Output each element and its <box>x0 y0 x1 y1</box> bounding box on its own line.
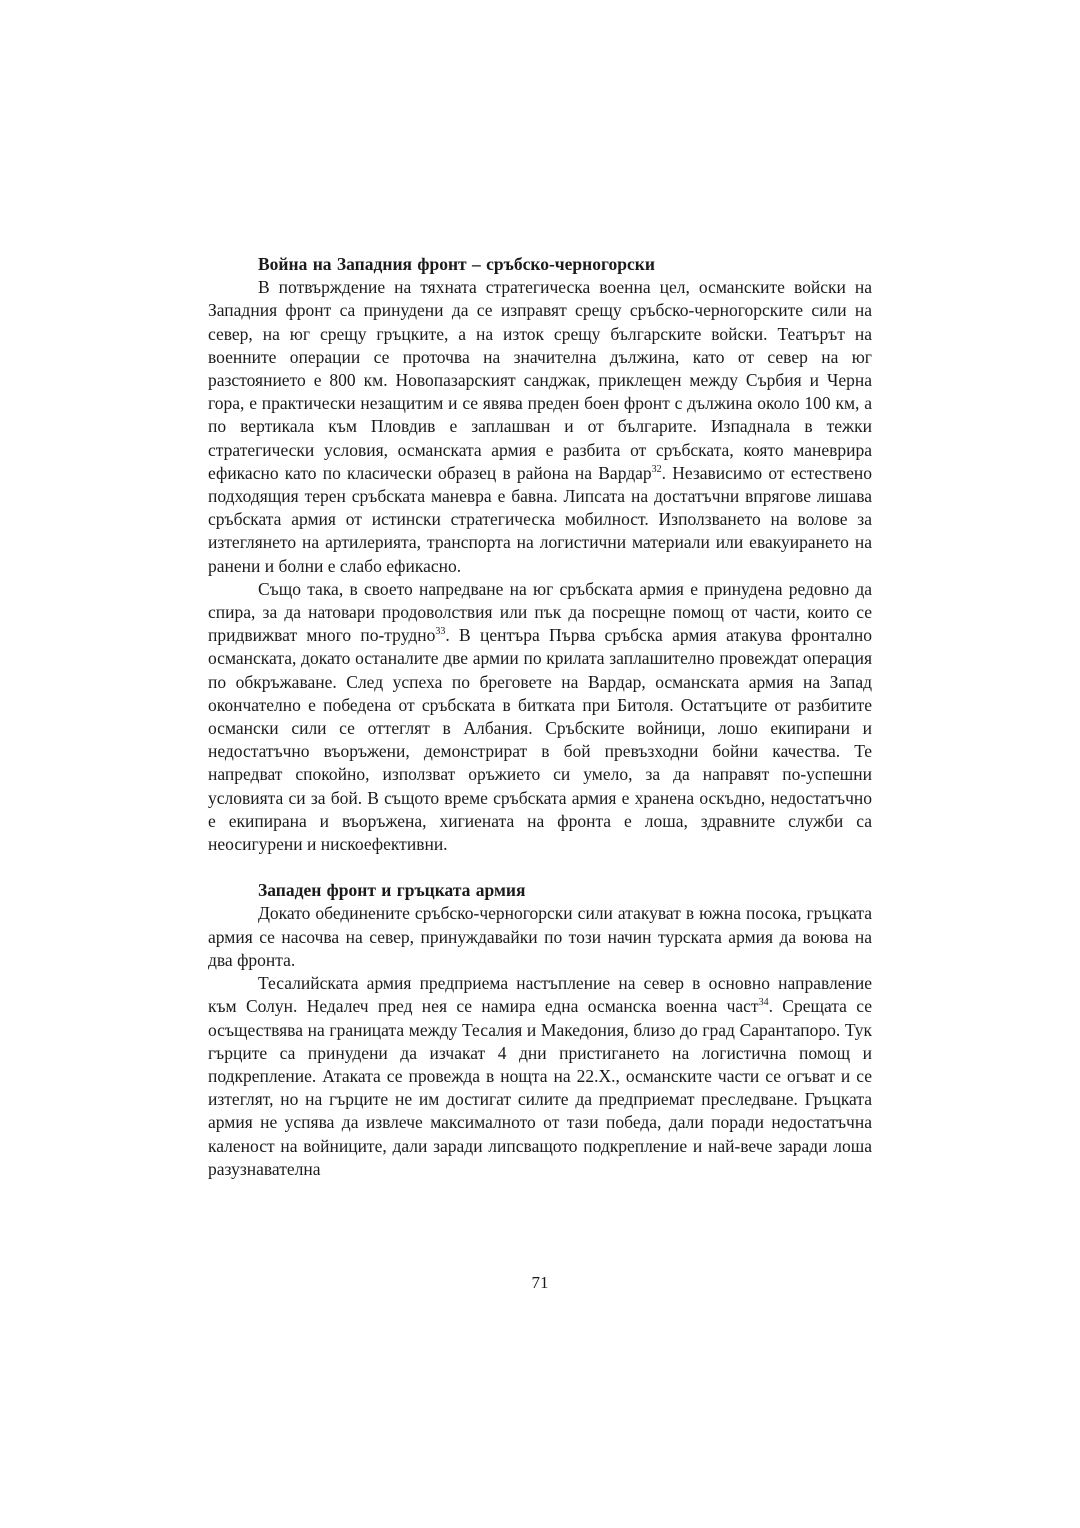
paragraph-text: Също така, в своето напредване на юг сръбската армия е принудена редовно да спира, за да натовари продоволствия или пък да посрещне помощ от части, които се придвижват много по-трудно <box>208 578 872 646</box>
paragraph-text: . Срещата се осъществява на границата между Тесалия и Македония, близо до град Сарантапоро. Тук гърците са принудени да изчакат 4 дни пристигането на логистична помощ и подкрепление. Атаката се провежда в нощта на 22.X., османските части се огъват и се изтеглят, но на гърците не им достигат силите да предприемат преследване. Гръцката армия не успява да извлече максималното от тази победа, дали поради недостатъчна каленост на войниците, дали заради липсващото подкрепление и най-вече заради лоша разузнавателна <box>208 996 872 1179</box>
paragraph <box>208 276 872 578</box>
page-number: 71 <box>531 1273 549 1292</box>
section-spacer <box>208 856 872 879</box>
footnote-ref: 34 <box>758 997 769 1009</box>
paragraph-text: Тесалийската армия предприема настъпление на север в основно направление към Солун. Недалеч пред нея се намира една османска военна част <box>208 973 872 1017</box>
paragraph-text: В потвърждение на тяхната стратегическа военна цел, османските войски на Западния фронт са принудени да се изправят срещу сръбско-черногорските сили на север, на юг срещу гръцките, а на изток срещу българските войски. Театърът на военните операции се проточва на значителна дължина, като от север на юг разстоянието е 800 км. Новопазарският санджак, приклещен между Сърбия и Черна гора, е практически незащитим и се явява преден боен фронт с дължина около 100 км, а по вертикала към Пловдив е заплашван и от българите. Изпаднала в тежки стратегически условия, османската армия е разбита от сръбската, която маневрира ефикасно като по класически образец в района на Вардар <box>208 277 872 483</box>
paragraph-text: . В центъра Първа сръбска армия атакува фронтално османската, докато останалите две армии по крилата заплашително провеждат операция по обкръжаване. След успеха по бреговете на Вардар, османската армия на Запад окончателно е победена от сръбската в битката при Битоля. Остатъците от разбитите османски сили се оттеглят в Албания. Сръбските войници, лошо екипирани и недостатъчно въоръжени, демонстрират в бой превъзходни бойни качества. Те напредват спокойно, използват оръжието си умело, за да направят по-успешни условията си за бой. В същото време сръбската армия е хранена оскъдно, недостатъчно е екипирана и въоръжена, хигиената на фронта е лоша, здравните служби са неосигурени и нискоефективни. <box>208 625 873 855</box>
page-body <box>208 253 872 1181</box>
paragraph-text: . Независимо от естествено подходящия терен сръбската маневра е бавна. Липсата на достатъчни впрягове лишава сръбската армия от истински стратегическа мобилност. Използването на волове за изтеглянето на артилерията, транспорта на логистични материали или евакуирането на ранени и болни е слабо ефикасно. <box>208 462 872 576</box>
paragraph <box>208 578 872 856</box>
footnote-ref: 33 <box>435 626 446 638</box>
paragraph <box>208 902 872 972</box>
footnote-ref: 32 <box>651 464 662 475</box>
section-title: Война на Западния фронт – сръбско-черногорски <box>258 254 655 274</box>
paragraph-text: Докато обединените сръбско-черногорски сили атакуват в южна посока, гръцката армия се насочва на север, принуждавайки по този начин турската армия да воюва на два фронта. <box>208 903 872 970</box>
paragraph <box>208 972 872 1181</box>
section-title: Западен фронт и гръцката армия <box>258 880 526 901</box>
